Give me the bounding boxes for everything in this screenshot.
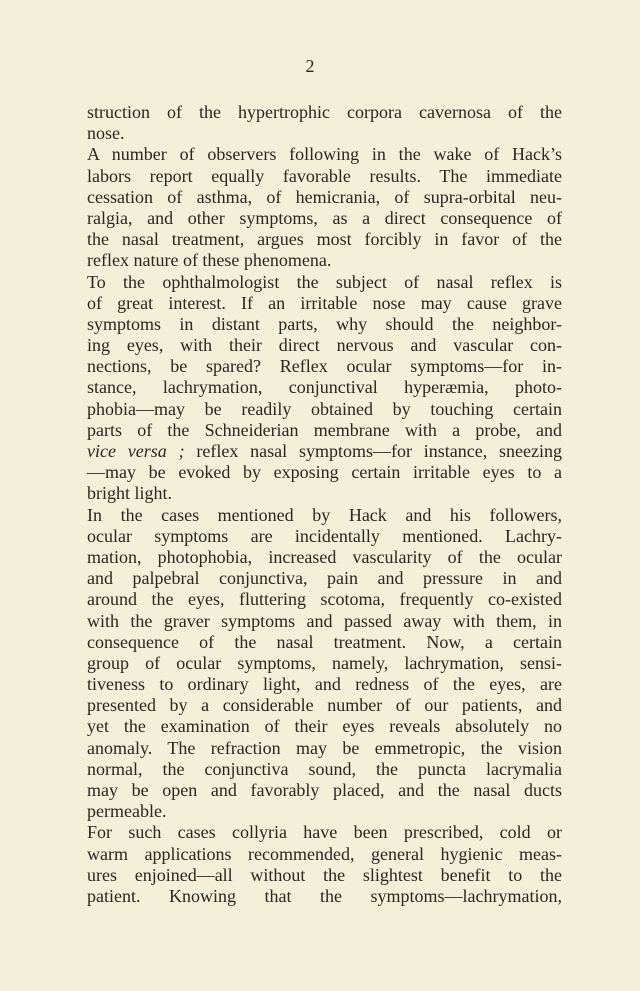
italic-phrase: vice versa ; (87, 441, 185, 461)
text-line: consequence of the nasal treatment. Now, a certain (87, 631, 562, 652)
text-line: ing eyes, with their direct nervous and vascular con- (87, 335, 562, 356)
text-line: symptoms in distant parts, why should the neighbor- (87, 313, 562, 334)
text-line: cessation of asthma, of hemicrania, of supra-orbital neu- (87, 186, 562, 207)
text-line: For such cases collyria have been prescribed, cold or (87, 822, 562, 843)
text-line: phobia—may be readily obtained by touching certain (87, 398, 562, 419)
text-line: permeable. (87, 801, 167, 822)
text-line: nose. (87, 123, 125, 144)
text-line: of great interest. If an irritable nose may cause grave (87, 292, 562, 313)
text-line: with the graver symptoms and passed away with them, in (87, 610, 562, 631)
text-line: group of ocular symptoms, namely, lachrymation, sensi- (87, 652, 562, 673)
text-line: A number of observers following in the wake of Hack’s (87, 144, 562, 165)
text-line: bright light. (87, 483, 172, 504)
text-line: reflex nature of these phenomena. (87, 250, 332, 271)
text-line: the nasal treatment, argues most forcibly in favor of the (87, 229, 562, 250)
page-number: 2 (305, 56, 315, 76)
text-line: and palpebral conjunctiva, pain and pressure in and (87, 568, 562, 589)
line-text: reflex nasal symptoms—for instance, sneezing (184, 441, 563, 461)
text-line: nections, be spared? Reflex ocular symptoms—for in- (87, 356, 562, 377)
text-line: may be open and favorably placed, and the nasal ducts (87, 780, 562, 800)
text-line: tiveness to ordinary light, and redness of the eyes, are (87, 674, 562, 695)
text-line: ralgia, and other symptoms, as a direct consequence of (87, 207, 562, 228)
text-line: In the cases mentioned by Hack and his followers, (87, 504, 562, 525)
text-line: labors report equally favorable results. The immediate (87, 165, 562, 186)
text-line: presented by a considerable number of our patients, and (87, 695, 562, 716)
text-line: struction of the hypertrophic corpora cavernosa of the (87, 102, 562, 122)
text-line: patient. Knowing that the symptoms—lachrymation, (87, 885, 562, 906)
text-line: parts of the Schneiderian membrane with a probe, and (87, 419, 562, 440)
text-line: warm applications recommended, general hygienic meas- (87, 843, 562, 864)
text-line: normal, the conjunctiva sound, the puncta lacrymalia (87, 758, 562, 779)
text-line: stance, lachrymation, conjunctival hyperæmia, photo- (87, 377, 562, 398)
text-line: yet the examination of their eyes reveals absolutely no (87, 716, 562, 737)
body-text (87, 102, 562, 907)
text-line: ures enjoined—all without the slightest benefit to the (87, 864, 562, 885)
text-line: To the ophthalmologist the subject of nasal reflex is (87, 271, 562, 292)
text-line: —may be evoked by exposing certain irritable eyes to a (87, 462, 562, 483)
text-line: mation, photophobia, increased vascularity of the ocular (87, 546, 562, 567)
text-line (87, 441, 562, 462)
text-line: ocular symptoms are incidentally mentioned. Lachry- (87, 525, 562, 546)
text-line: around the eyes, fluttering scotoma, frequently co-existed (87, 589, 562, 610)
text-line: anomaly. The refraction may be emmetropic, the vision (87, 737, 562, 758)
